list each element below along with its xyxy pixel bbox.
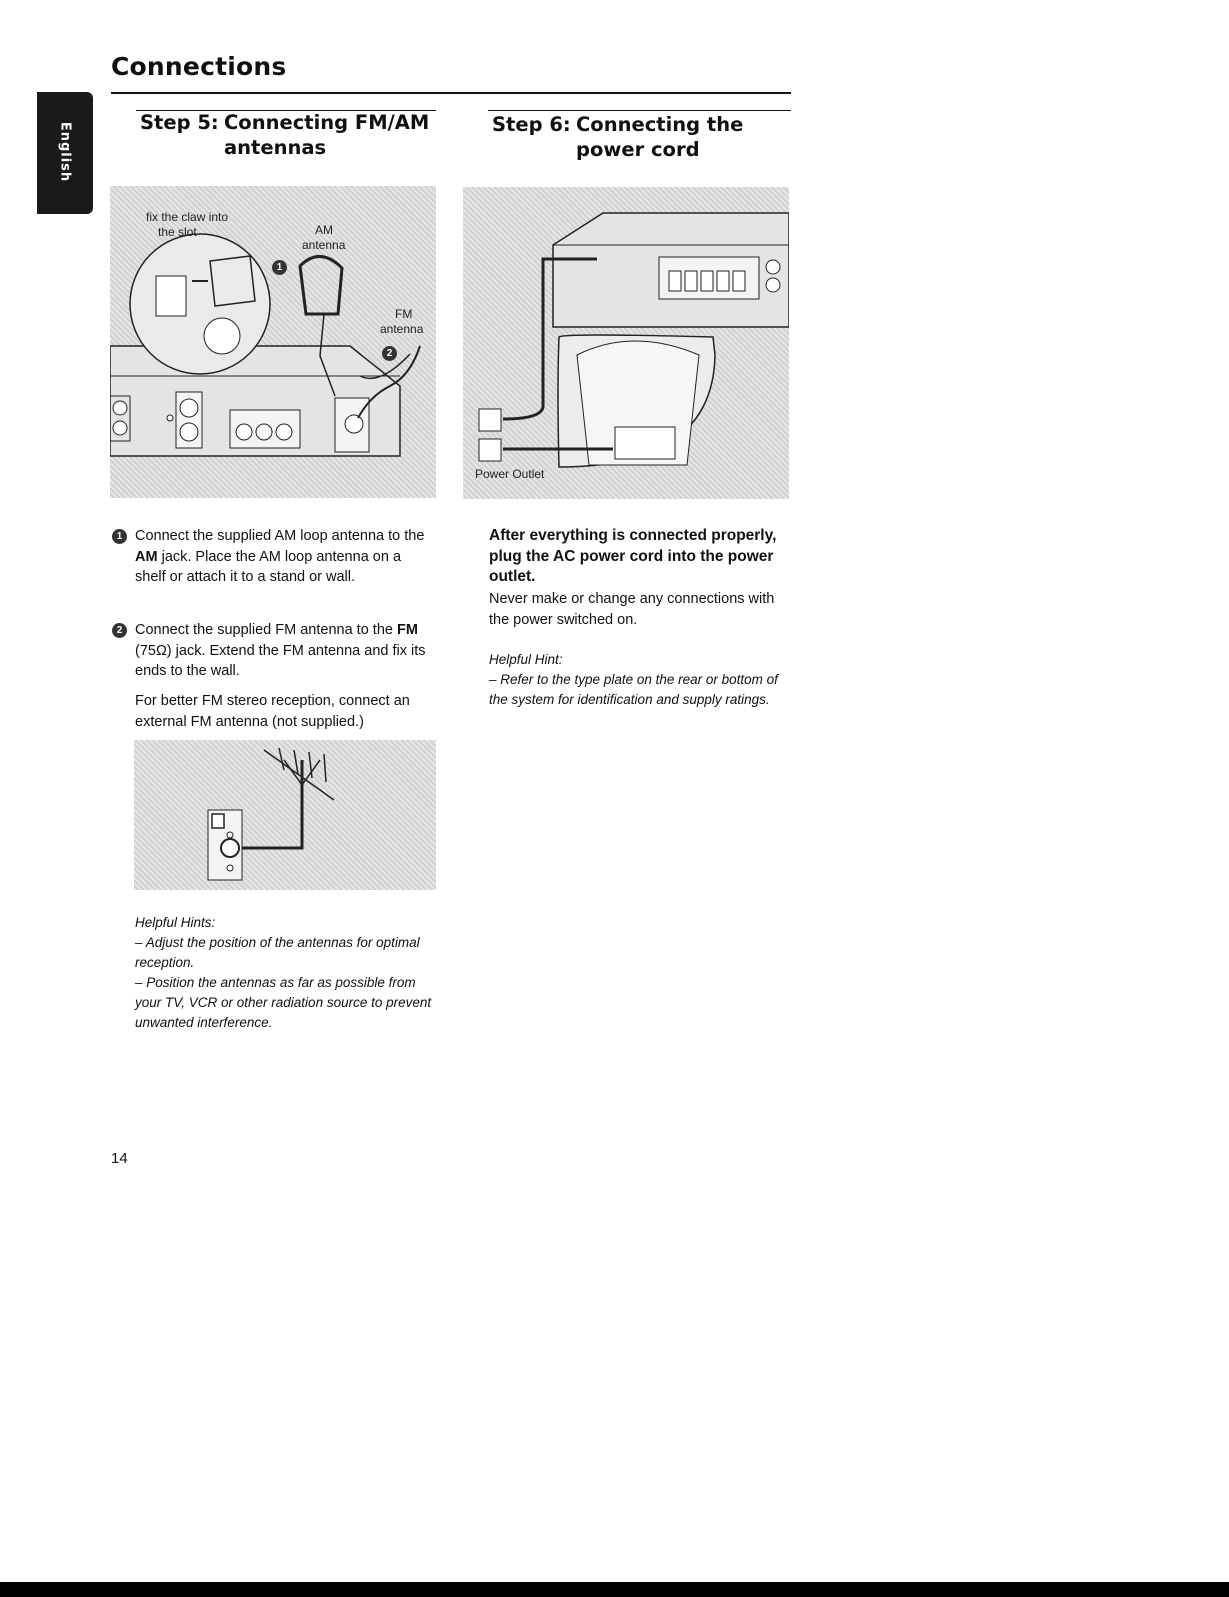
power-outlet-label: Power Outlet	[475, 467, 545, 481]
figure-badge-1: 1	[272, 260, 287, 275]
step6-title-line2: power cord	[576, 138, 700, 161]
step5-hint-2: – Position the antennas as far as possible from your TV, VCR or other radiation source to prevent unwanted interference.	[135, 975, 432, 1030]
page-number: 14	[111, 1150, 128, 1167]
am-label-line2: antenna	[302, 238, 346, 252]
instruction-2-part2: (75Ω) jack. Extend the FM antenna and fix its ends to the wall.	[135, 642, 426, 679]
fm-extra-note: For better FM stereo reception, connect an external FM antenna (not supplied.)	[135, 693, 410, 730]
instruction-2-part1: Connect the supplied FM antenna to the	[135, 622, 397, 638]
step6-hints	[489, 650, 789, 710]
bottom-bar	[0, 1582, 1229, 1597]
step6-heading	[492, 112, 571, 137]
instruction-2	[135, 620, 435, 682]
step6-warning: Never make or change any connections with the power switched on.	[489, 591, 775, 628]
instruction-1-part2: jack. Place the AM loop antenna on a shelf or attach it to a stand or wall.	[135, 548, 402, 585]
step5-title-line1: Connecting FM/AM	[224, 111, 430, 134]
step6-label: Step 6:	[492, 113, 571, 136]
instruction-1	[135, 526, 435, 588]
step5-hints-title: Helpful Hints:	[135, 915, 216, 930]
language-tab	[37, 92, 93, 214]
claw-label-line1: fix the claw into	[146, 210, 229, 224]
language-tab-label: English	[57, 121, 73, 183]
fm-label-line2: antenna	[380, 322, 424, 336]
step6-hint-1: – Refer to the type plate on the rear or bottom of the system for identification and supply ratings.	[489, 672, 778, 707]
am-label-line1: AM	[315, 223, 333, 237]
page-title: Connections	[111, 52, 287, 81]
title-rule	[111, 92, 791, 94]
step6-hint-title: Helpful Hint:	[489, 652, 563, 667]
instruction-1-part1: Connect the supplied AM loop antenna to the	[135, 528, 425, 544]
antenna-connection-figure	[110, 186, 436, 498]
step-badge-2: 2	[112, 623, 127, 638]
figure-badge-2: 2	[382, 346, 397, 361]
instruction-2-bold: FM	[396, 622, 418, 638]
step-badge-1: 1	[112, 529, 127, 544]
claw-label-line2: the slot	[158, 225, 197, 239]
power-cord-figure	[463, 187, 789, 499]
step5-hints	[135, 913, 435, 1033]
step6-title-line1: Connecting the	[576, 113, 744, 136]
instruction-1-bold: AM	[135, 548, 158, 565]
external-fm-antenna-figure	[134, 740, 436, 890]
fm-label-line1: FM	[395, 307, 413, 321]
step5-heading	[140, 110, 219, 135]
step5-label: Step 5:	[140, 111, 219, 134]
step6-bold-instruction: After everything is connected properly, plug the AC power cord into the power outlet.	[489, 527, 777, 585]
step6-rule	[488, 110, 791, 111]
step5-title-line2: antennas	[224, 136, 327, 159]
power-cord-illustration	[463, 187, 789, 499]
step5-hint-1: – Adjust the position of the antennas for optimal reception.	[135, 935, 420, 970]
external-antenna-illustration	[134, 740, 436, 890]
